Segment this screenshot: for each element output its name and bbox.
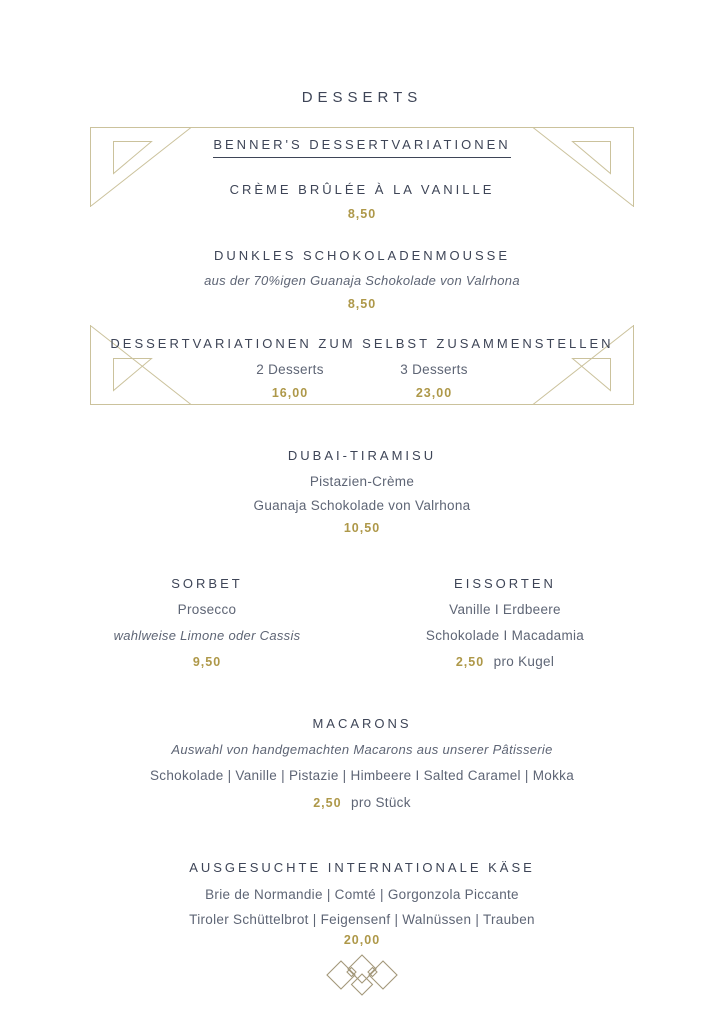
- tiramisu-line-2: Guanaja Schokolade von Valrhona: [253, 498, 471, 513]
- kaese-line-1: Brie de Normandie | Comté | Gorgonzola Piccante: [205, 887, 519, 902]
- macarons-flavors: Schokolade | Vanille | Pistazie | Himbeere I Salted Caramel | Mokka: [149, 768, 575, 783]
- item-name-creme-brulee: CRÈME BRÛLÉE À LA VANILLE: [229, 182, 495, 197]
- item-name-macarons: MACARONS: [312, 716, 412, 731]
- framed-section-heading-row: [0, 136, 724, 158]
- selection-option-price-3-desserts: 23,00: [415, 386, 453, 400]
- item-price-kaese: 20,00: [343, 933, 381, 947]
- eissorten-price-row: [368, 655, 642, 669]
- ornament-diamond-middle: [348, 955, 376, 983]
- item-price-creme-brulee: 8,50: [347, 207, 377, 221]
- item-name-kaese: AUSGESUCHTE INTERNATIONALE KÄSE: [189, 860, 535, 875]
- ornament-diamond-left: [327, 961, 355, 989]
- selection-options-prices: [0, 386, 724, 400]
- selection-options-labels: [0, 362, 724, 378]
- eissorten-line-2: Schokolade I Macadamia: [425, 628, 585, 643]
- ornament-diamond-bottom: [352, 974, 373, 995]
- sorbet-line-2: wahlweise Limone oder Cassis: [113, 628, 301, 643]
- eissorten-price-suffix: pro Kugel: [493, 654, 555, 669]
- sorbet-line-1: Prosecco: [177, 602, 237, 617]
- item-price-sorbet: 9,50: [192, 655, 222, 669]
- eissorten-column: [368, 577, 642, 681]
- macarons-price-suffix: pro Stück: [351, 795, 411, 810]
- ornament-diamond-right: [369, 961, 397, 989]
- selection-option-label-3-desserts: 3 Desserts: [400, 362, 468, 377]
- item-description-schokoladenmousse: aus der 70%igen Guanaja Schokolade von Valrhona: [204, 273, 520, 288]
- eissorten-line-1: Vanille I Erdbeere: [449, 602, 561, 617]
- item-price-schokoladenmousse: 8,50: [347, 297, 377, 311]
- tiramisu-line-1: Pistazien-Crème: [309, 474, 415, 489]
- selection-heading: DESSERTVARIATIONEN ZUM SELBST ZUSAMMENSTELLEN: [110, 336, 614, 351]
- macarons-price-row: [0, 794, 724, 812]
- kaese-line-2: Tiroler Schüttelbrot | Feigensenf | Walnüssen | Trauben: [189, 912, 535, 927]
- item-name-eissorten: EISSORTEN: [454, 576, 556, 591]
- page-title: DESSERTS: [301, 89, 423, 106]
- diamond-ornament: [322, 952, 402, 1000]
- framed-section-heading: BENNER'S DESSERTVARIATIONEN: [213, 138, 510, 158]
- item-price-eissorten: 2,50: [455, 655, 485, 669]
- item-price-macarons: 2,50: [313, 796, 342, 810]
- macarons-description: Auswahl von handgemachten Macarons aus unserer Pâtisserie: [171, 742, 553, 757]
- item-name-dubai-tiramisu: DUBAI-TIRAMISU: [287, 448, 437, 463]
- sorbet-column: [40, 577, 374, 681]
- item-name-schokoladenmousse: DUNKLES SCHOKOLADENMOUSSE: [213, 248, 511, 263]
- item-price-dubai-tiramisu: 10,50: [343, 521, 381, 535]
- selection-option-price-2-desserts: 16,00: [271, 386, 309, 400]
- selection-option-label-2-desserts: 2 Desserts: [256, 362, 324, 377]
- item-name-sorbet: SORBET: [171, 576, 243, 591]
